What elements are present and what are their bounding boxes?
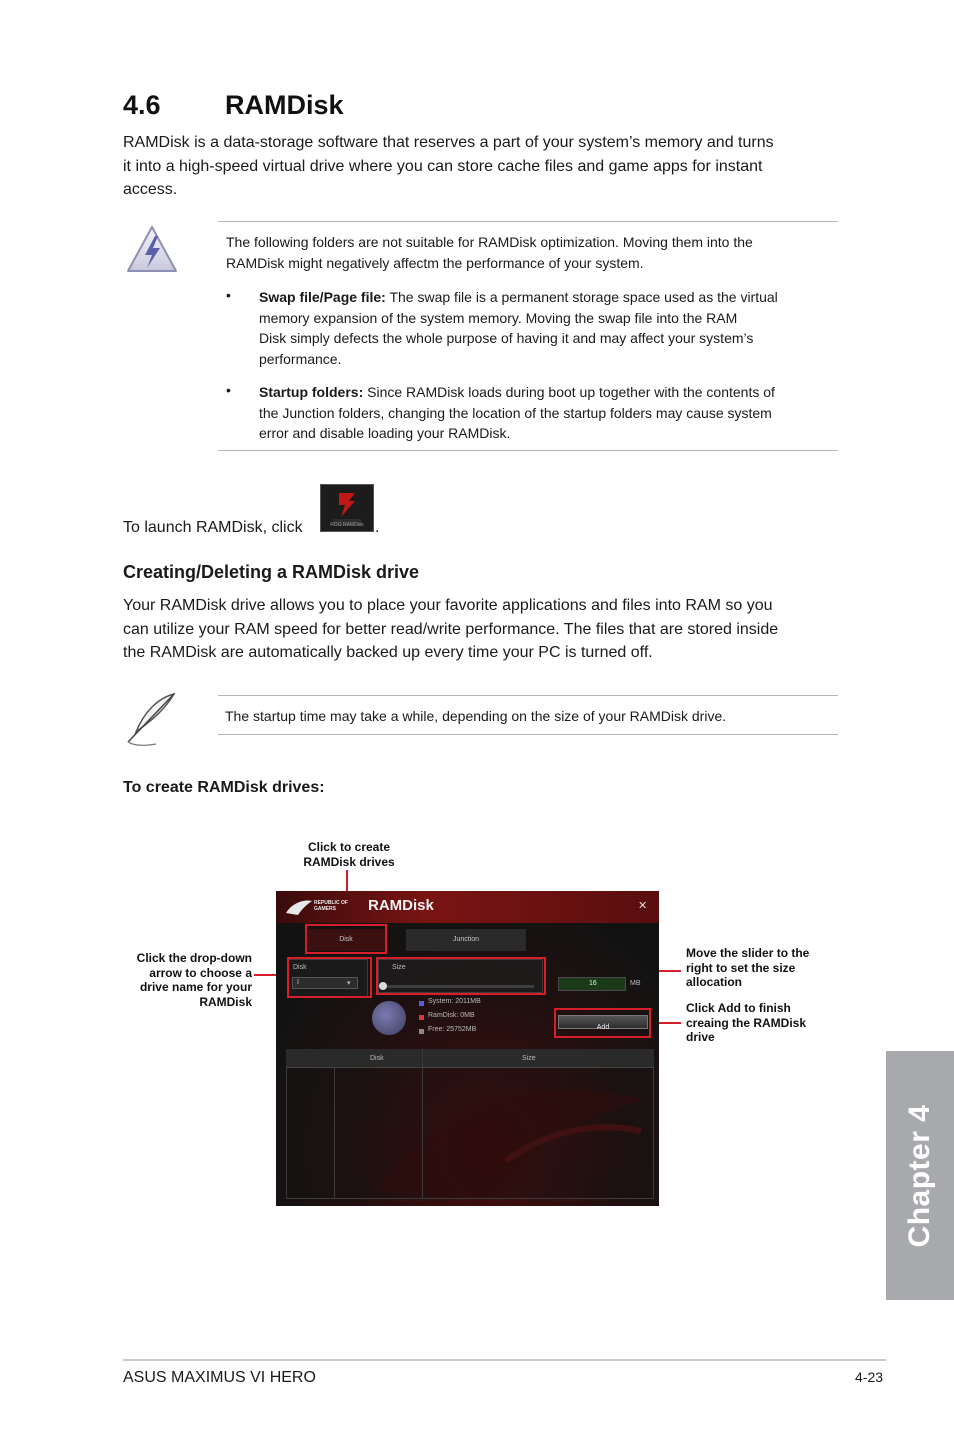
launch-text: To launch RAMDisk, click xyxy=(123,519,303,536)
highlight-disk-dropdown xyxy=(287,957,372,998)
warning-bottom-rule xyxy=(218,450,838,451)
legend-free: Free: 25752MB xyxy=(428,1026,477,1033)
highlight-add-button xyxy=(554,1008,651,1038)
subsection-paragraph xyxy=(123,594,853,665)
bullet-marker: • xyxy=(226,382,231,398)
callout-line: right to set the size xyxy=(686,960,796,975)
bullet-line: the Junction folders, changing the location of the startup folders may cause system xyxy=(259,404,772,421)
bullet-swap-file xyxy=(259,287,829,369)
subsection-line: can utilize your RAM speed for better read/write performance. The files that are stored inside xyxy=(123,620,779,638)
note-top-rule xyxy=(218,695,838,696)
callout-line: RAMDisk xyxy=(199,994,252,1009)
create-heading: To create RAMDisk drives: xyxy=(123,779,325,796)
section-title: RAMDisk xyxy=(225,90,344,120)
chapter-tab xyxy=(886,1051,954,1300)
add-button-label: Add xyxy=(596,1024,610,1031)
subsection-line: Your RAMDisk drive allows you to place your favorite applications and files into RAM so you xyxy=(123,597,773,614)
note-text: The startup time may take a while, depending on the size of your RAMDisk drive. xyxy=(225,708,727,724)
warning-line: RAMDisk might negatively affectm the performance of your system. xyxy=(226,254,644,271)
size-input-value: 16 xyxy=(589,980,597,987)
tab-disk[interactable]: Disk xyxy=(306,929,386,951)
callout-line: drive name for your xyxy=(139,980,252,994)
table-header-disk: Disk xyxy=(370,1055,384,1062)
warning-lightning-icon xyxy=(125,224,179,274)
close-icon[interactable]: ✕ xyxy=(638,900,648,912)
app-icon-caption: ROG RAMDisk xyxy=(330,522,364,528)
subsection-line: the RAMDisk are automatically backed up every time your PC is turned off. xyxy=(123,644,653,661)
chevron-down-icon[interactable]: ▾ xyxy=(347,980,351,987)
warning-top-rule xyxy=(218,221,838,222)
section-number: 4.6 xyxy=(123,90,161,120)
tab-junction[interactable]: Junction xyxy=(406,929,526,951)
feather-pen-icon xyxy=(122,690,180,748)
rog-logo-icon xyxy=(284,897,314,917)
callout-line: arrow to choose a xyxy=(149,965,252,980)
callout-line: Click to create xyxy=(307,840,391,854)
table-divider xyxy=(422,1049,423,1199)
footer-page-number: 4-23 xyxy=(855,1369,884,1385)
section-heading xyxy=(123,90,344,121)
highlight-disk-tab xyxy=(305,924,387,954)
legend-swatch-system xyxy=(419,1001,424,1006)
memory-pie-chart xyxy=(372,1001,406,1035)
warning-intro xyxy=(226,232,826,273)
callout-line: Move the slider to the xyxy=(686,946,810,960)
bullet-text: Since RAMDisk loads during boot up together with the contents of xyxy=(363,384,775,400)
disk-select-value: I xyxy=(297,979,299,986)
brand-text xyxy=(314,900,348,912)
size-unit: MB xyxy=(630,980,641,987)
bullet-line: Disk simply defects the whole purpose of having it and may affect your system’s xyxy=(259,330,754,346)
callout-create xyxy=(290,840,408,869)
intro-line: it into a high-speed virtual drive where you can store cache files and game apps for instant xyxy=(123,157,763,175)
chapter-tab-label: Chapter 4 xyxy=(903,1104,936,1247)
warning-line: The following folders are not suitable for RAMDisk optimization. Moving them into the xyxy=(226,234,753,250)
callout-line: allocation xyxy=(686,975,743,989)
callout-line: RAMDisk drives xyxy=(303,854,395,869)
footer-rule xyxy=(123,1359,886,1361)
callout-line: Click the drop-down xyxy=(136,951,252,965)
bullet-term: Swap file/Page file: xyxy=(259,289,386,305)
legend-swatch-free xyxy=(419,1029,424,1034)
bullet-line: error and disable loading your RAMDisk. xyxy=(259,425,511,441)
legend-swatch-ramdisk xyxy=(419,1015,424,1020)
size-input[interactable] xyxy=(558,977,626,991)
intro-paragraph xyxy=(123,131,843,202)
legend-system: System: 2011MB xyxy=(428,998,481,1005)
callout-line: Click Add to finish xyxy=(686,1001,791,1015)
note-bottom-rule xyxy=(218,734,838,735)
table-header-size: Size xyxy=(522,1055,536,1062)
legend-ramdisk: RamDisk: 0MB xyxy=(428,1012,475,1019)
intro-line: access. xyxy=(123,181,178,198)
callout-line: drive xyxy=(686,1030,715,1044)
intro-line: RAMDisk is a data-storage software that reserves a part of your system’s memory and turns xyxy=(123,134,774,151)
callout-add xyxy=(686,1001,846,1045)
brand-line: REPUBLIC OF xyxy=(314,900,348,906)
bullet-term: Startup folders: xyxy=(259,384,364,400)
brand-line: GAMERS xyxy=(314,906,336,912)
callout-slider xyxy=(686,946,846,990)
highlight-size-slider xyxy=(376,957,546,995)
disk-label: Disk xyxy=(293,964,307,971)
bullet-marker: • xyxy=(226,287,231,303)
ramdisk-app-icon[interactable] xyxy=(320,484,374,532)
bullet-startup-folders xyxy=(259,382,829,444)
bullet-line: performance. xyxy=(259,350,342,367)
bullet-text: The swap file is a permanent storage space used as the virtual xyxy=(385,289,778,305)
drive-table xyxy=(286,1049,654,1199)
table-divider xyxy=(334,1067,335,1199)
bullet-line: memory expansion of the system memory. Moving the swap file into the RAM xyxy=(259,309,738,326)
footer-product: ASUS MAXIMUS VI HERO xyxy=(123,1369,316,1386)
size-label: Size xyxy=(392,964,406,971)
app-title: RAMDisk xyxy=(368,897,434,914)
callout-dropdown xyxy=(100,951,252,1009)
subsection-title: Creating/Deleting a RAMDisk drive xyxy=(123,562,420,582)
callout-line: creaing the RAMDisk xyxy=(686,1015,807,1030)
launch-period: . xyxy=(375,519,380,536)
drive-table-header xyxy=(286,1049,654,1068)
